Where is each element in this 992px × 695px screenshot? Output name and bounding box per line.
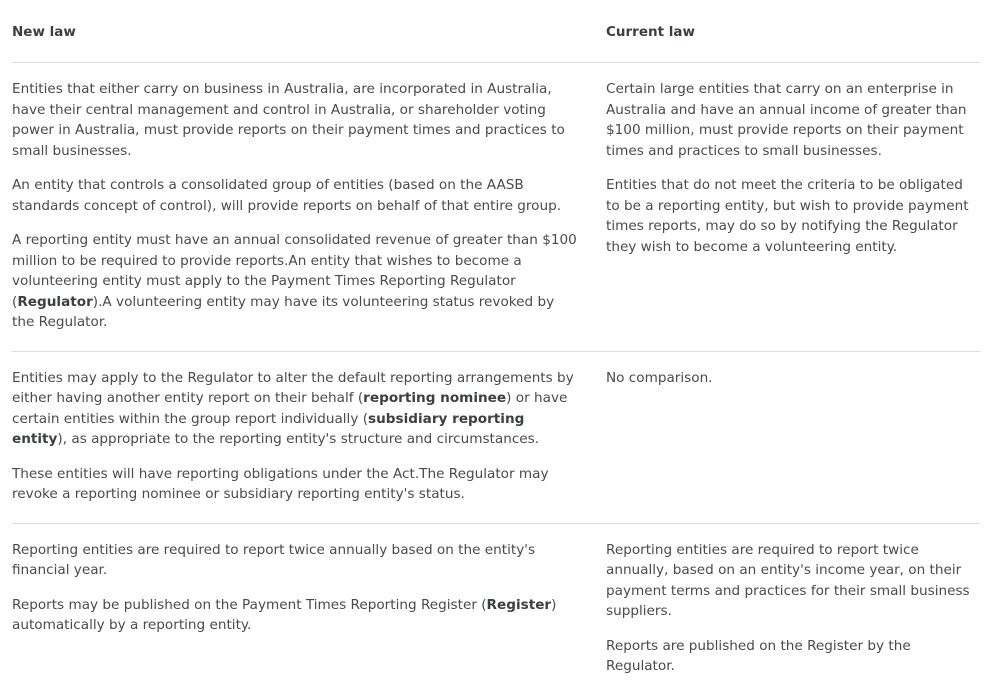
paragraph: An entity that controls a consolidated group of entities (based on the AASB standards concept of control), will provide reports on behalf of that entire group. — [12, 177, 562, 214]
paragraph: A reporting entity must have an annual consolidated revenue of greater than $100 million to be required to provide reports.An entity that wishes to become a volunteering entity must apply to the Payment Times Reporting Regulator (Regulator).A volunteering entity may have its volunteering status revoked by the Regulator. — [12, 232, 577, 330]
column-header-new-law: New law — [12, 14, 596, 63]
cell-new-law — [12, 523, 596, 695]
paragraph: These entities will have reporting obligations under the Act.The Regulator may revoke a reporting nominee or subsidiary reporting entity's status. — [12, 465, 549, 502]
paragraph: Reports are published on the Register by the Regulator. — [606, 637, 911, 674]
cell-new-law — [12, 351, 596, 523]
cell-current-law — [596, 63, 980, 352]
table-row — [12, 523, 980, 695]
paragraph: Reports may be published on the Payment Times Reporting Register (Register) automatically by a reporting entity. — [12, 596, 557, 633]
table-row — [12, 63, 980, 352]
table-body — [12, 63, 980, 695]
law-comparison-table — [12, 14, 980, 695]
paragraph: No comparison. — [606, 369, 713, 386]
paragraph: Entities that do not meet the criteria to be obligated to be a reporting entity, but wish to provide payment times reports, may do so by notifying the Regulator they wish to become a volunteering entity. — [606, 177, 969, 255]
table-header — [12, 14, 980, 63]
paragraph: Reporting entities are required to report twice annually based on the entity's financial year. — [12, 541, 536, 578]
paragraph: Entities that either carry on business in Australia, are incorporated in Australia, have their central management and control in Australia, or shareholder voting power in Australia, must provide reports on their payment times and practices to small businesses. — [12, 81, 565, 159]
column-header-current-law: Current law — [596, 14, 980, 63]
cell-current-law — [596, 351, 980, 523]
table-header-row — [12, 14, 980, 63]
paragraph: Reporting entities are required to report twice annually, based on an entity's income year, on their payment terms and practices for their small business suppliers. — [606, 541, 970, 619]
cell-current-law — [596, 523, 980, 695]
paragraph: Certain large entities that carry on an enterprise in Australia and have an annual income of greater than $100 million, must provide reports on their payment times and practices to small businesses. — [606, 81, 967, 159]
table-row — [12, 351, 980, 523]
paragraph: Entities may apply to the Regulator to alter the default reporting arrangements by either having another entity report on their behalf (reporting nominee) or have certain entities within the group report individually (subsidiary reporting entity), as appropriate to the reporting entity's structure and circumstances. — [12, 369, 574, 447]
cell-new-law — [12, 63, 596, 352]
